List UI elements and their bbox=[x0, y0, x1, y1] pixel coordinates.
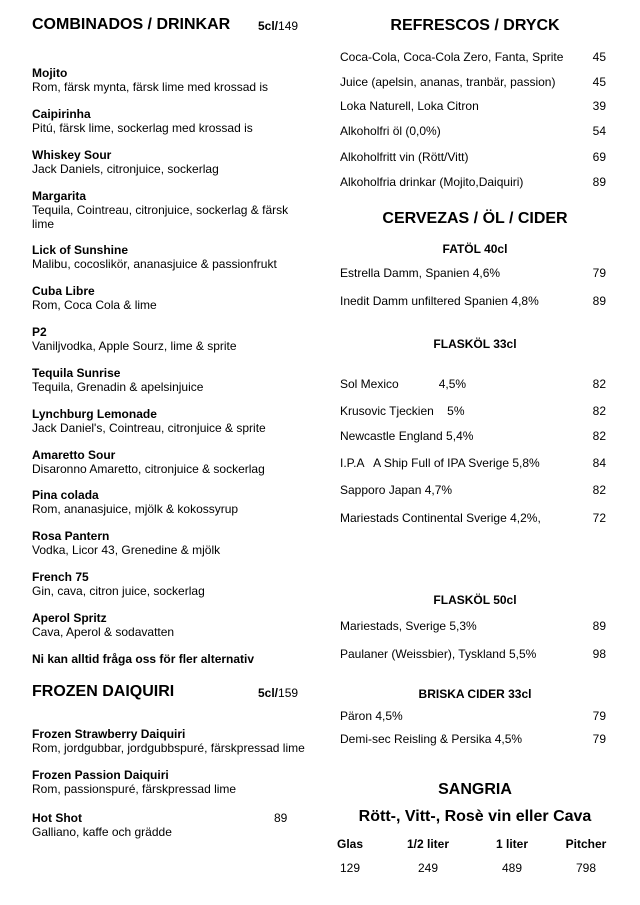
item-name: Krusovic Tjeckien 5% bbox=[340, 404, 465, 418]
item-desc: Tequila, Grenadin & apelsinjuice bbox=[32, 380, 204, 394]
item-name: Paulaner (Weissbier), Tyskland 5,5% bbox=[340, 647, 537, 661]
item-name: Whiskey Sour bbox=[32, 148, 112, 162]
frozen-title: FROZEN DAIQUIRI bbox=[32, 683, 175, 700]
item-price: 54 bbox=[592, 124, 606, 138]
item-name: Caipirinha bbox=[32, 107, 91, 121]
item-name: I.P.A A Ship Full of IPA Sverige 5,8% bbox=[340, 456, 540, 470]
item-desc: Rom, jordgubbar, jordgubbspuré, färskpressad lime bbox=[32, 741, 305, 755]
cider-title: BRISKA CIDER 33cl bbox=[418, 687, 532, 701]
size: 5cl/ bbox=[258, 686, 279, 700]
drinkar-title: COMBINADOS / DRINKAR bbox=[32, 16, 231, 33]
item-desc: Galliano, kaffe och grädde bbox=[32, 825, 172, 839]
item-price: 45 bbox=[592, 75, 606, 89]
size: 5cl/ bbox=[258, 19, 279, 33]
item-price: 79 bbox=[592, 709, 606, 723]
item-name: Tequila Sunrise bbox=[32, 366, 121, 380]
item-name: Mojito bbox=[32, 66, 68, 80]
item-desc: Cava, Aperol & sodavatten bbox=[32, 625, 175, 639]
item-desc: Jack Daniels, citronjuice, sockerlag bbox=[32, 162, 219, 176]
item-desc: Jack Daniel's, Cointreau, citronjuice & sprite bbox=[32, 421, 266, 435]
cervezas-title: CERVEZAS / ÖL / CIDER bbox=[382, 210, 568, 227]
table-header: Pitcher bbox=[565, 837, 607, 851]
item-name: French 75 bbox=[32, 570, 89, 584]
item-name: Estrella Damm, Spanien 4,6% bbox=[340, 266, 501, 280]
item-price: 39 bbox=[592, 99, 606, 113]
item-name: Alkoholfri öl (0,0%) bbox=[340, 124, 441, 138]
item-price: 72 bbox=[592, 511, 606, 525]
item-name: Amaretto Sour bbox=[32, 448, 116, 462]
item-name: Alkoholfria drinkar (Mojito,Daiquiri) bbox=[340, 175, 524, 189]
item-desc: Malibu, cocoslikör, ananasjuice & passionfrukt bbox=[32, 257, 277, 271]
flaskol50-title: FLASKÖL 50cl bbox=[433, 593, 517, 607]
item-name: Sol Mexico 4,5% bbox=[340, 377, 467, 391]
table-cell: 489 bbox=[501, 861, 523, 875]
item-price: 79 bbox=[592, 266, 606, 280]
item-name: Hot Shot bbox=[32, 811, 82, 825]
flaskol33-title: FLASKÖL 33cl bbox=[433, 337, 517, 351]
item-price: 98 bbox=[592, 647, 606, 661]
item-desc: Pitú, färsk lime, sockerlag med krossad is bbox=[32, 121, 253, 135]
item-desc: lime bbox=[32, 217, 55, 231]
item-name: Pina colada bbox=[32, 488, 99, 502]
item-desc: Rom, Coca Cola & lime bbox=[32, 298, 157, 312]
sangria-subtitle: Rött-, Vitt-, Rosè vin eller Cava bbox=[358, 808, 592, 825]
price: 149 bbox=[278, 19, 299, 33]
item-name: Demi-sec Reisling & Persika 4,5% bbox=[340, 732, 523, 746]
table-cell: 798 bbox=[575, 861, 597, 875]
item-name: Juice (apelsin, ananas, tranbär, passion) bbox=[340, 75, 556, 89]
price: 159 bbox=[278, 686, 299, 700]
item-name: Rosa Pantern bbox=[32, 529, 110, 543]
refrescos-title: REFRESCOS / DRYCK bbox=[390, 17, 560, 34]
item-price: 89 bbox=[274, 811, 288, 825]
item-name: Päron 4,5% bbox=[340, 709, 403, 723]
drinkar-price bbox=[258, 19, 298, 33]
item-desc: Gin, cava, citron juice, sockerlag bbox=[32, 584, 205, 598]
table-cell: 129 bbox=[339, 861, 361, 875]
item-price: 79 bbox=[592, 732, 606, 746]
item-name: Mariestads Continental Sverige 4,2%, bbox=[340, 511, 541, 525]
item-desc: Disaronno Amaretto, citronjuice & sockerlag bbox=[32, 462, 265, 476]
item-desc: Vaniljvodka, Apple Sourz, lime & sprite bbox=[32, 339, 237, 353]
frozen-price bbox=[258, 686, 298, 700]
item-name: Mariestads, Sverige 5,3% bbox=[340, 619, 477, 633]
fatol-title: FATÖL 40cl bbox=[442, 242, 508, 256]
item-price: 82 bbox=[592, 377, 606, 391]
item-name: Inedit Damm unfiltered Spanien 4,8% bbox=[340, 294, 539, 308]
item-desc: Rom, färsk mynta, färsk lime med krossad is bbox=[32, 80, 269, 94]
item-name: Margarita bbox=[32, 189, 87, 203]
sangria-title: SANGRIA bbox=[438, 781, 512, 798]
item-name: Coca-Cola, Coca-Cola Zero, Fanta, Sprite bbox=[340, 50, 564, 64]
item-name: Lick of Sunshine bbox=[32, 243, 129, 257]
item-desc: Rom, ananasjuice, mjölk & kokossyrup bbox=[32, 502, 239, 516]
item-price: 82 bbox=[592, 404, 606, 418]
item-price: 89 bbox=[592, 175, 606, 189]
item-name: Frozen Passion Daiquiri bbox=[32, 768, 169, 782]
item-name: Sapporo Japan 4,7% bbox=[340, 483, 453, 497]
table-header: 1/2 liter bbox=[406, 837, 450, 851]
item-price: 89 bbox=[592, 619, 606, 633]
table-header: 1 liter bbox=[495, 837, 528, 851]
item-price: 82 bbox=[592, 483, 606, 497]
item-name: Frozen Strawberry Daiquiri bbox=[32, 727, 186, 741]
item-desc: Tequila, Cointreau, citronjuice, sockerlag & färsk bbox=[32, 203, 289, 217]
item-name: Aperol Spritz bbox=[32, 611, 107, 625]
table-cell: 249 bbox=[417, 861, 439, 875]
table-header: Glas bbox=[336, 837, 363, 851]
item-name: Loka Naturell, Loka Citron bbox=[340, 99, 479, 113]
item-desc: Rom, passionspuré, färskpressad lime bbox=[32, 782, 237, 796]
item-name: Cuba Libre bbox=[32, 284, 95, 298]
item-name: Lynchburg Lemonade bbox=[32, 407, 157, 421]
item-price: 84 bbox=[592, 456, 606, 470]
drinkar-note: Ni kan alltid fråga oss för fler alternativ bbox=[32, 652, 255, 666]
item-name: Alkoholfritt vin (Rött/Vitt) bbox=[340, 150, 469, 164]
item-name: P2 bbox=[32, 325, 47, 339]
item-price: 82 bbox=[592, 429, 606, 443]
item-price: 69 bbox=[592, 150, 606, 164]
item-name: Newcastle England 5,4% bbox=[340, 429, 474, 443]
item-desc: Vodka, Licor 43, Grenedine & mjölk bbox=[32, 543, 221, 557]
item-price: 45 bbox=[592, 50, 606, 64]
item-price: 89 bbox=[592, 294, 606, 308]
